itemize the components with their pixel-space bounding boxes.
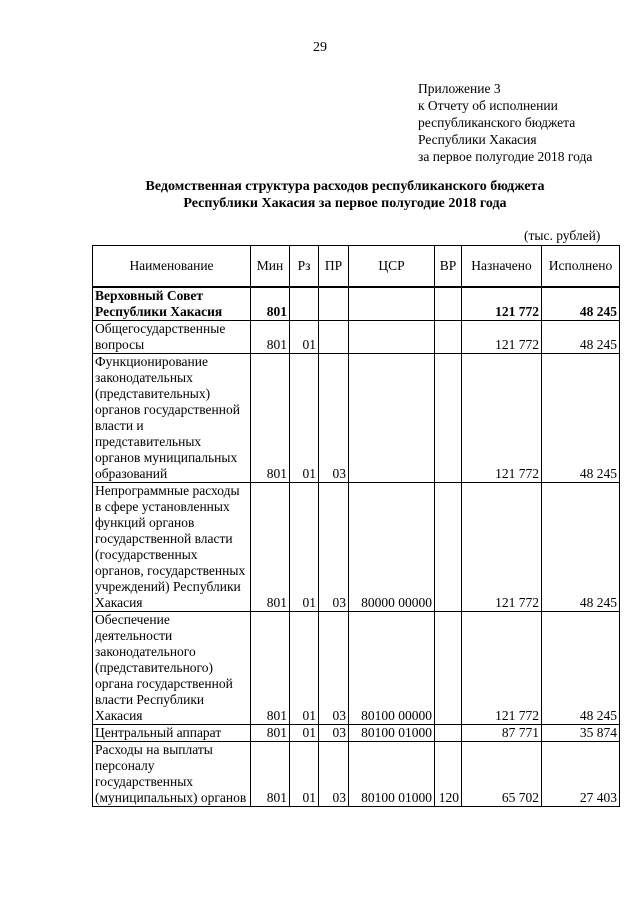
appendix-line: республиканского бюджета [418, 115, 576, 130]
row-executed: 48 245 [542, 483, 620, 612]
row-planned: 121 772 [462, 354, 542, 483]
row-pr: 03 [319, 742, 349, 807]
row-rz [290, 287, 319, 321]
title-line: Республики Хакасия за первое полугодие 2018 года [183, 196, 507, 211]
row-planned: 121 772 [462, 287, 542, 321]
row-planned: 87 771 [462, 725, 542, 742]
row-csr: 80000 00000 [349, 483, 435, 612]
appendix-note [418, 80, 592, 165]
table-row [93, 725, 620, 742]
header-planned: Назначено [462, 246, 542, 288]
row-pr [319, 287, 349, 321]
row-pr: 03 [319, 483, 349, 612]
appendix-line: Приложение 3 [418, 81, 501, 96]
row-rz: 01 [290, 483, 319, 612]
row-name: Расходы на выплаты персоналу государственных (муниципальных) органов [93, 742, 251, 807]
table-row [93, 612, 620, 725]
row-vr [435, 725, 462, 742]
header-rz: Рз [290, 246, 319, 288]
header-name: Наименование [93, 246, 251, 288]
row-rz: 01 [290, 354, 319, 483]
header-min: Мин [251, 246, 290, 288]
row-executed: 48 245 [542, 321, 620, 354]
header-csr: ЦСР [349, 246, 435, 288]
appendix-line: за первое полугодие 2018 года [418, 149, 593, 164]
row-csr [349, 287, 435, 321]
row-rz: 01 [290, 742, 319, 807]
row-min: 801 [251, 287, 290, 321]
row-pr: 03 [319, 612, 349, 725]
row-name: Функционирование законодательных (представительных) органов государственной власти и представительных органов муниципальных образований [93, 354, 251, 483]
expenditure-table [92, 245, 620, 807]
document-title [0, 178, 640, 212]
row-min: 801 [251, 354, 290, 483]
row-name: Общегосударственные вопросы [93, 321, 251, 354]
row-executed: 48 245 [542, 612, 620, 725]
row-vr: 120 [435, 742, 462, 807]
row-executed: 48 245 [542, 354, 620, 483]
row-vr [435, 483, 462, 612]
header-vr: ВР [435, 246, 462, 288]
units-label: (тыс. рублей) [524, 228, 601, 243]
row-pr [319, 321, 349, 354]
row-vr [435, 354, 462, 483]
row-rz: 01 [290, 321, 319, 354]
row-executed: 48 245 [542, 287, 620, 321]
header-executed: Исполнено [542, 246, 620, 288]
row-rz: 01 [290, 612, 319, 725]
header-pr: ПР [319, 246, 349, 288]
table-row [93, 287, 620, 321]
row-min: 801 [251, 321, 290, 354]
table-header-row [93, 246, 620, 288]
row-executed: 35 874 [542, 725, 620, 742]
table-row [93, 354, 620, 483]
table-row [93, 321, 620, 354]
row-csr: 80100 01000 [349, 725, 435, 742]
row-rz: 01 [290, 725, 319, 742]
row-csr [349, 321, 435, 354]
row-min: 801 [251, 612, 290, 725]
row-name: Центральный аппарат [93, 725, 251, 742]
row-csr: 80100 01000 [349, 742, 435, 807]
row-csr: 80100 00000 [349, 612, 435, 725]
row-vr [435, 287, 462, 321]
title-line: Ведомственная структура расходов республиканского бюджета [145, 179, 545, 194]
row-min: 801 [251, 742, 290, 807]
row-executed: 27 403 [542, 742, 620, 807]
row-name: Верховный Совет Республики Хакасия [93, 287, 251, 321]
row-pr: 03 [319, 725, 349, 742]
appendix-line: Республики Хакасия [418, 132, 537, 147]
row-planned: 65 702 [462, 742, 542, 807]
row-pr: 03 [319, 354, 349, 483]
row-name: Обеспечение деятельности законодательного (представительного) органа государственной власти Республики Хакасия [93, 612, 251, 725]
appendix-line: к Отчету об исполнении [418, 98, 558, 113]
row-vr [435, 612, 462, 725]
row-planned: 121 772 [462, 321, 542, 354]
row-csr [349, 354, 435, 483]
page-number: 29 [313, 40, 327, 55]
table-row [93, 742, 620, 807]
row-min: 801 [251, 483, 290, 612]
row-vr [435, 321, 462, 354]
row-planned: 121 772 [462, 483, 542, 612]
row-planned: 121 772 [462, 612, 542, 725]
row-min: 801 [251, 725, 290, 742]
row-name: Непрограммные расходы в сфере установленных функций органов государственной власти (государственных органов, государственных учреждений) Республики Хакасия [93, 483, 251, 612]
table-row [93, 483, 620, 612]
